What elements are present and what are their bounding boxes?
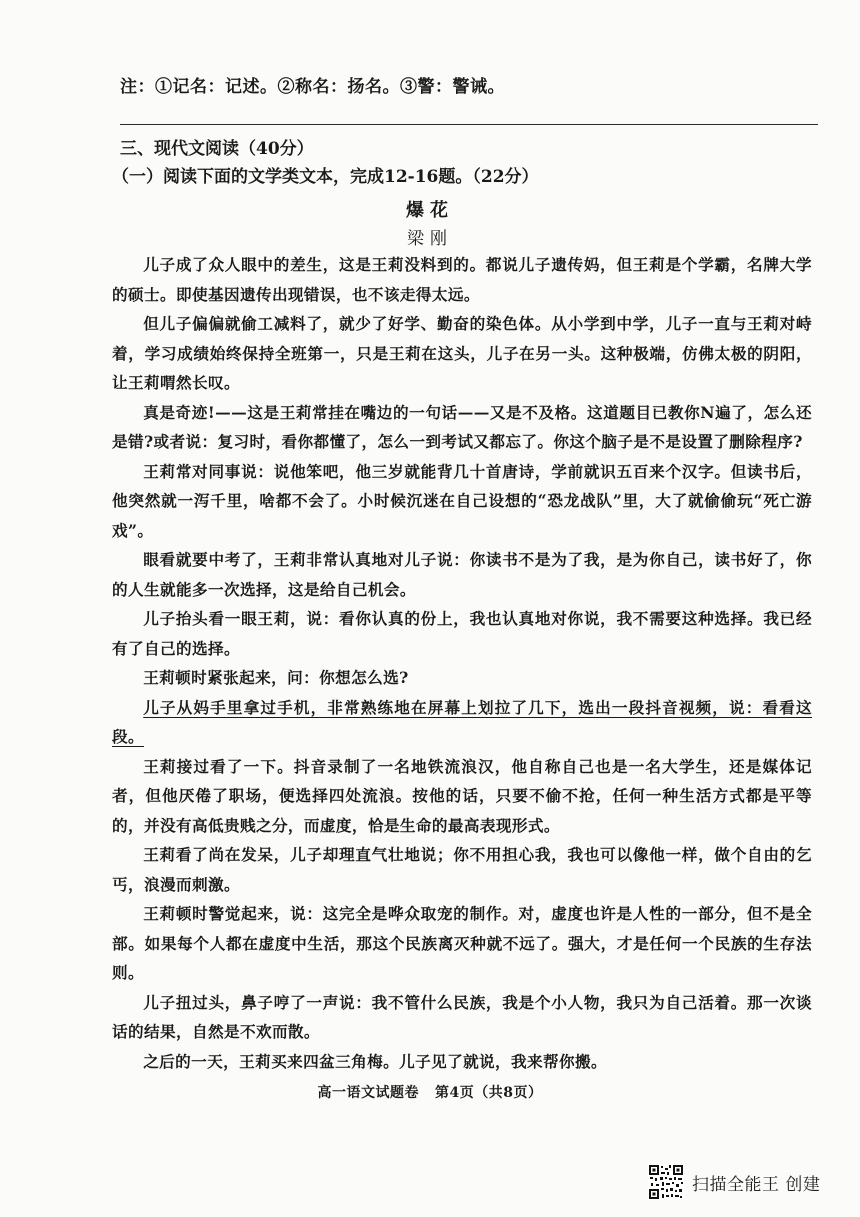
paragraph: 王莉常对同事说：说他笨吧，他三岁就能背几十首唐诗，学前就识五百来个汉字。但读书后，他突然就一泻千里，啥都不会了。小时候沉迷在自己设想的“恐龙战队”里，大了就偷偷玩“死亡游戏”。 [112,461,812,540]
divider-line [120,124,818,125]
paragraph-underlined [112,693,812,752]
paragraph: 王莉顿时警觉起来，说：这完全是哗众取宠的制作。对，虚度也许是人性的一部分，但不是全部。如果每个人都在虚度中生活，那这个民族离灭种就不远了。强大，才是任何一个民族的生存法则。 [112,904,812,982]
annotation-note: 注：①记名：记述。②称名：扬名。③警：警诫。 [120,77,505,97]
underlined-sentence: 儿子从妈手里拿过手机，非常熟练地在屏幕上划拉了几下，选出一段抖音视频，说：看看这段。 [112,697,812,746]
scanner-watermark [648,1164,820,1200]
page-footer [0,1082,860,1102]
article-author: 梁刚 [407,229,453,249]
qr-code-icon [648,1164,684,1200]
paragraph: 儿子抬头看一眼王莉，说：看你认真的份上，我也认真地对你说，我不需要这种选择。我已经有了自己的选择。 [112,609,812,658]
article-body [112,250,812,1076]
paragraph: 王莉看了尚在发呆，儿子却理直气壮地说；你不用担心我，我也可以像他一样，做个自由的乞丐，浪漫而刺激。 [112,845,812,894]
paragraph: 之后的一天，王莉买来四盆三角梅。儿子见了就说，我来帮你搬。 [143,1051,608,1071]
sub-section-title: （一）阅读下面的文学类文本，完成12-16题。（22分） [112,167,539,187]
paragraph: 儿子扭过头，鼻子哼了一声说：我不管什么民族，我是个小人物，我只为自己活着。那一次谈话的结果，自然是不欢而散。 [112,992,812,1041]
article-title: 爆花 [406,200,454,221]
paragraph: 王莉接过看了一下。抖音录制了一名地铁流浪汉，他自称自己也是一名大学生，还是媒体记者，但他厌倦了职场，便选择四处流浪。按他的话，只要不偷不抢，任何一种生活方式都是平等的，并没有高低贵贱之分，而虚度，恰是生命的最高表现形式。 [112,756,812,835]
watermark-text: 扫描全能王 创建 [692,1174,821,1195]
section-title: 三、现代文阅读（40分） [120,139,314,159]
exam-name: 高一语文试题卷 [317,1085,419,1101]
paragraph: 但儿子偏偏就偷工减料了，就少了好学、勤奋的染色体。从小学到中学，儿子一直与王莉对峙着，学习成绩始终保持全班第一，只是王莉在这头，儿子在另一头。这种极端，仿佛太极的阴阳，让王莉喟然长叹。 [112,314,812,392]
page-number: 第4页（共8页） [435,1085,543,1101]
paragraph: 真是奇迹!——这是王莉常挂在嘴边的一句话——又是不及格。这道题目已教你N遍了，怎么还是错?或者说：复习时，看你都懂了，怎么一到考试又都忘了。你这个脑子是不是设置了删除程序? [112,402,812,451]
paragraph: 儿子成了众人眼中的差生，这是王莉没料到的。都说儿子遗传妈，但王莉是个学霸，名牌大学的硕士。即使基因遗传出现错误，也不该走得太远。 [112,255,812,304]
paragraph: 眼看就要中考了，王莉非常认真地对儿子说：你读书不是为了我，是为你自己，读书好了，你的人生就能多一次选择，这是给自己机会。 [112,550,812,599]
paragraph: 王莉顿时紧张起来，问：你想怎么选? [143,668,409,687]
